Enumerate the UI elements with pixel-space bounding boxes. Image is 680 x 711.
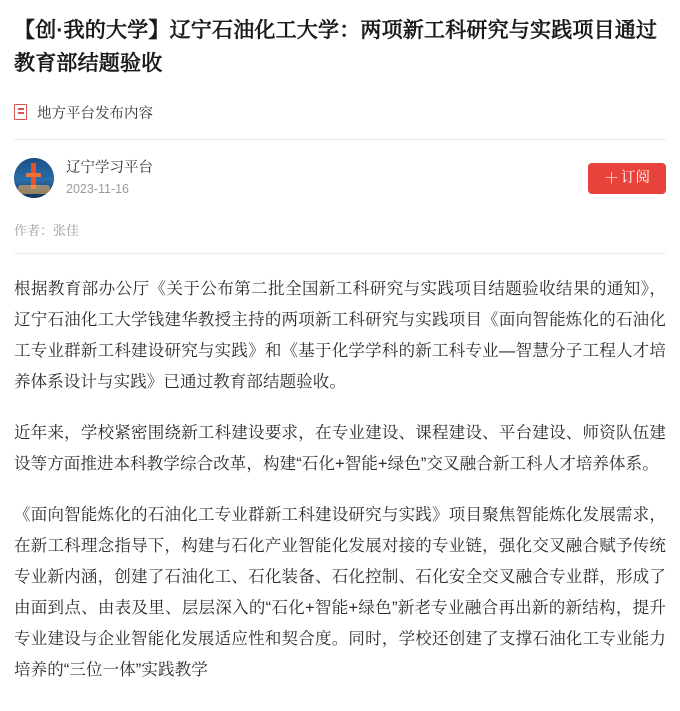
publisher-row: [14, 156, 666, 200]
paragraph: 《面向智能炼化的石油化工专业群新工科建设研究与实践》项目聚焦智能炼化发展需求，在新工科理念指导下，构建与石化产业智能化发展对接的专业链，强化交叉融合赋予传统专业新内涵，创建了石油化工、石化装备、石化控制、石化安全交叉融合专业群，形成了由面到点、由表及里、层层深入的“石化+智能+绿色”新老专业融合再出新的新结构，提升专业建设与企业智能化发展适应性和契合度。同时，学校还创建了支撑石油化工专业能力培养的“三位一体”实践教学: [14, 506, 666, 679]
publish-date: 2023-11-16: [66, 182, 130, 196]
subscribe-button[interactable]: [588, 163, 666, 194]
page-title: 【创·我的大学】辽宁石油化工大学：两项新工科研究与实践项目通过教育部结题验收: [14, 19, 658, 75]
publisher-meta: [66, 158, 588, 198]
plus-icon: ＋: [603, 169, 619, 187]
paragraph: 根据教育部办公厅《关于公布第二批全国新工科研究与实践项目结题验收结果的通知》，辽宁石油化工大学钱建华教授主持的两项新工科研究与实践项目《面向智能炼化的石油化工专业群新工科建设研究与实践》和《基于化学学科的新工科专业—智慧分子工程人才培养体系设计与实践》已通过教育部结题验收。: [14, 280, 666, 391]
avatar[interactable]: [14, 158, 54, 198]
source-row: [14, 102, 666, 123]
subscribe-button-label: 订阅: [621, 169, 650, 186]
article-page: [0, 14, 680, 686]
byline: 作者：张佳: [14, 223, 80, 238]
source-label: 地方平台发布内容: [37, 106, 153, 122]
divider-body: [14, 253, 666, 254]
book-icon: [14, 104, 29, 121]
paragraph: 近年来，学校紧密围绕新工科建设要求，在专业建设、课程建设、平台建设、师资队伍建设等方面推进本科教学综合改革，构建“石化+智能+绿色”交叉融合新工科人才培养体系。: [14, 424, 666, 473]
article-body: [14, 274, 666, 686]
divider-top: [14, 139, 666, 140]
publisher-name[interactable]: 辽宁学习平台: [66, 160, 153, 176]
